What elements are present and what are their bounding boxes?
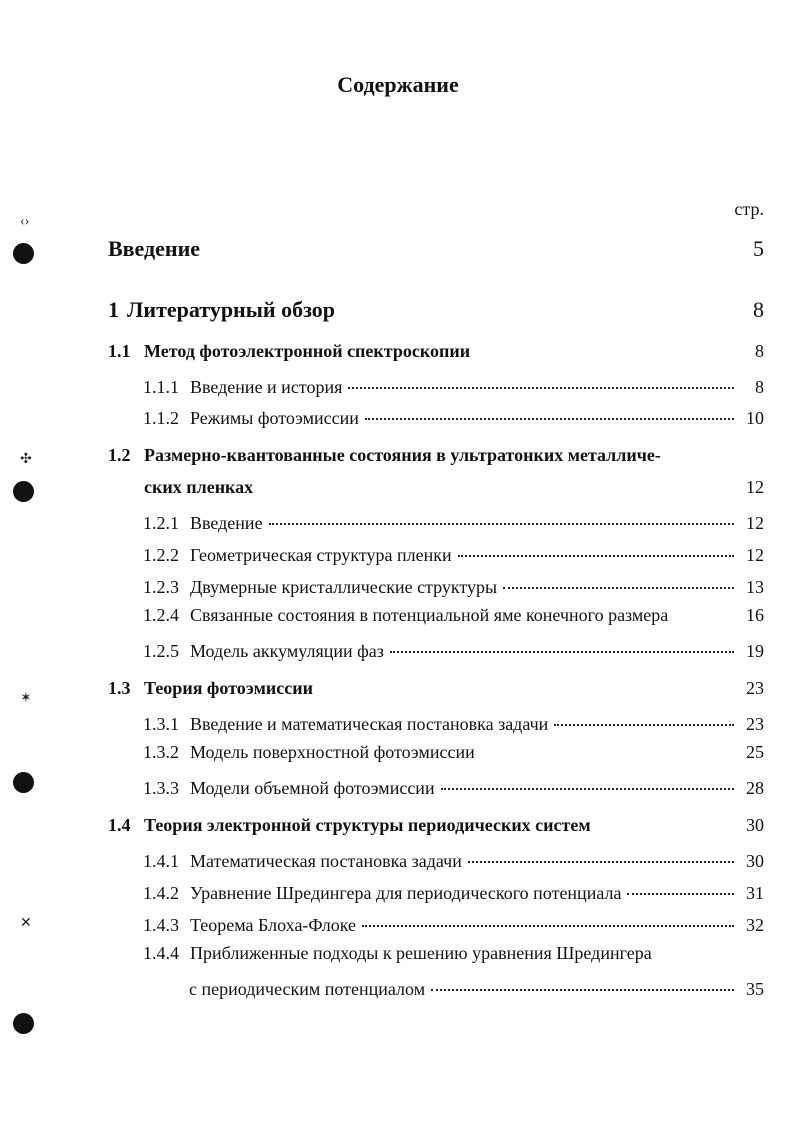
toc-entry-text: ских пленках — [144, 477, 254, 497]
toc-entry-text: Введение — [190, 513, 263, 533]
toc-section-1-2[interactable] — [108, 445, 764, 466]
toc-number: 1.1 — [108, 341, 131, 361]
page-title: Содержание — [337, 72, 459, 97]
dot-leader — [269, 505, 734, 525]
toc-page-number: 8 — [755, 341, 764, 361]
page-column-label: стр. — [734, 199, 764, 219]
toc-page-number: 32 — [746, 915, 764, 935]
toc-section-1-3[interactable] — [108, 678, 764, 699]
toc-subsection-1-2-1[interactable] — [143, 509, 764, 534]
toc-chapter-1[interactable] — [108, 297, 764, 323]
toc-page-number: 35 — [746, 979, 764, 999]
toc-subsection-1-3-3[interactable] — [143, 774, 764, 799]
toc-entry-text: Введение и математическая постановка задачи — [190, 714, 549, 734]
toc-entry-intro[interactable] — [108, 236, 764, 262]
dot-leader — [503, 569, 734, 589]
toc-number: 1.4.1 — [143, 851, 179, 871]
toc-page-number: 25 — [746, 742, 764, 762]
toc-page-number: 19 — [746, 641, 764, 661]
toc-page-number: 28 — [746, 778, 764, 798]
toc-entry-text: Введение и история — [190, 377, 343, 397]
toc-entry-text: Размерно-квантованные состояния в ультратонких металличе- — [144, 445, 661, 465]
scan-mark-icon: ✶ — [20, 691, 32, 706]
dot-leader — [468, 843, 734, 863]
toc-number: 1.4.3 — [143, 915, 179, 935]
scan-mark-icon: ✣ — [20, 452, 32, 467]
toc-subsection-1-3-2[interactable] — [143, 742, 764, 763]
toc-page-number: 8 — [753, 297, 764, 322]
toc-entry-text: Уравнение Шредингера для периодического потенциала — [190, 883, 622, 903]
toc-page-number: 8 — [755, 377, 764, 397]
toc-entry-text: Теория электронной структуры периодических систем — [144, 815, 591, 835]
dot-leader — [365, 400, 734, 420]
toc-subsection-1-1-1[interactable] — [143, 373, 764, 398]
toc-subsection-1-3-1[interactable] — [143, 710, 764, 735]
dot-leader — [458, 537, 734, 557]
toc-page-number: 12 — [746, 513, 764, 533]
toc-subsection-1-2-5[interactable] — [143, 637, 764, 662]
toc-entry-text: Теорема Блоха-Флоке — [190, 915, 357, 935]
toc-page-number: 31 — [746, 883, 764, 903]
toc-page-number: 30 — [746, 851, 764, 871]
scan-mark-icon: ✕ — [20, 916, 32, 931]
scan-mark-icon: ‹› — [20, 214, 30, 229]
dot-leader — [431, 971, 734, 991]
toc-section-1-4[interactable] — [108, 815, 764, 836]
toc-page-number: 12 — [746, 545, 764, 565]
toc-entry-text: Двумерные кристаллические структуры — [190, 577, 498, 597]
toc-page-number: 23 — [746, 714, 764, 734]
toc-page-number: 12 — [746, 477, 764, 497]
toc-entry-text: Модель аккумуляции фаз — [190, 641, 384, 661]
toc-number: 1.2 — [108, 445, 131, 465]
toc-page-number: 5 — [753, 236, 764, 261]
toc-number: 1.1.1 — [143, 377, 179, 397]
binder-hole — [13, 1013, 34, 1034]
dot-leader — [362, 907, 734, 927]
toc-page-number: 10 — [746, 408, 764, 428]
toc-number: 1.4.4 — [143, 943, 179, 963]
toc-number: 1.4 — [108, 815, 131, 835]
dot-leader — [554, 706, 734, 726]
dot-leader — [627, 875, 734, 895]
toc-number: 1.2.5 — [143, 641, 179, 661]
toc-page-number: 16 — [746, 605, 764, 625]
toc-entry-text: Литературный обзор — [127, 297, 336, 322]
dot-leader — [441, 770, 734, 790]
toc-entry-text: Модели объемной фотоэмиссии — [190, 778, 435, 798]
toc-entry-text: Модель поверхностной фотоэмиссии — [190, 742, 475, 762]
toc-number: 1.2.4 — [143, 605, 179, 625]
toc-number: 1.4.2 — [143, 883, 179, 903]
toc-number: 1.1.2 — [143, 408, 179, 428]
toc-entry-text: Теория фотоэмиссии — [144, 678, 313, 698]
toc-subsection-1-4-2[interactable] — [143, 879, 764, 904]
toc-entry-text: Математическая постановка задачи — [190, 851, 462, 871]
toc-number: 1.2.2 — [143, 545, 179, 565]
toc-subsection-1-2-3[interactable] — [143, 573, 764, 598]
toc-number: 1.2.1 — [143, 513, 179, 533]
toc-page-number: 23 — [746, 678, 764, 698]
toc-number: 1.2.3 — [143, 577, 179, 597]
toc-subsection-1-1-2[interactable] — [143, 404, 764, 429]
toc-number: 1.3.3 — [143, 778, 179, 798]
binder-hole — [13, 481, 34, 502]
binder-hole — [13, 772, 34, 793]
toc-entry-text: Режимы фотоэмиссии — [190, 408, 359, 428]
toc-number: 1.3 — [108, 678, 131, 698]
toc-subsection-1-4-4-continuation[interactable] — [189, 975, 764, 1000]
toc-entry-text: с периодическим потенциалом — [189, 979, 426, 999]
toc-subsection-1-4-3[interactable] — [143, 911, 764, 936]
toc-subsection-1-2-2[interactable] — [143, 541, 764, 566]
binder-hole — [13, 243, 34, 264]
toc-subsection-1-2-4[interactable] — [143, 605, 764, 626]
toc-page-number: 30 — [746, 815, 764, 835]
toc-number: 1.3.2 — [143, 742, 179, 762]
toc-entry-text: Геометрическая структура пленки — [190, 545, 452, 565]
toc-number: 1 — [108, 297, 119, 322]
dot-leader — [348, 369, 734, 389]
toc-section-1-1[interactable] — [108, 341, 764, 362]
toc-entry-text: Приближенные подходы к решению уравнения Шредингера — [190, 943, 652, 963]
toc-subsection-1-4-4[interactable] — [143, 943, 764, 964]
toc-subsection-1-4-1[interactable] — [143, 847, 764, 872]
toc-page-number: 13 — [746, 577, 764, 597]
toc-entry-text: Связанные состояния в потенциальной яме конечного размера — [190, 605, 669, 625]
toc-entry-text: Введение — [108, 236, 201, 261]
toc-number: 1.3.1 — [143, 714, 179, 734]
toc-section-1-2-continuation[interactable] — [144, 477, 764, 498]
dot-leader — [390, 633, 734, 653]
toc-entry-text: Метод фотоэлектронной спектроскопии — [144, 341, 471, 361]
